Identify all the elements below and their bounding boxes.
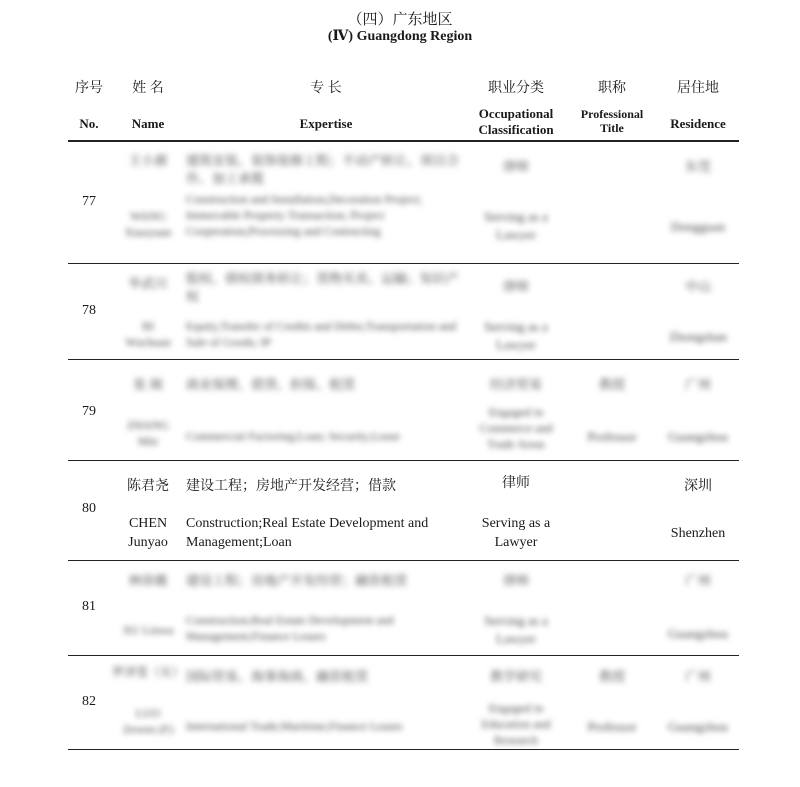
row-number: 78 <box>82 303 96 318</box>
occupation-en: Serving as a Lawyer <box>484 319 548 352</box>
occupation-zh: 教学研究 <box>489 669 542 684</box>
name-zh: 张 闽 <box>133 377 163 392</box>
header-residence-en: Residence <box>670 116 726 131</box>
row-number: 81 <box>82 599 96 614</box>
name-en: LUO Zewen (F) <box>122 706 174 737</box>
header-occupation-en-line2: Classification <box>478 121 554 137</box>
header-expertise-en: Expertise <box>299 116 353 131</box>
expertise-en: Equity,Transfer of Credits and Debts;Transportation and Sale of Goods; IP <box>186 319 457 350</box>
occupation-en: Engaged in Commerce and Trade Areas <box>479 405 553 452</box>
header-occupation-en <box>466 106 566 137</box>
header-occupation-en-line1: Occupational <box>478 106 554 121</box>
expertise-en: Construction;Real Estate Development and Management;Finance Leases <box>186 613 394 644</box>
title-zh: 教授 <box>598 377 625 392</box>
residence-zh: 广州 <box>684 377 711 392</box>
row-divider <box>68 263 739 264</box>
expertise-en: Construction and Installation,Decoration Project; Immovable Property Transaction; Project Cooperation;Processing and Contracting <box>186 192 422 239</box>
residence-en: Guangzhou <box>668 719 728 734</box>
header-title-en-line1: Professional <box>580 107 644 121</box>
occupation-en: Engaged in Education and Research <box>481 701 551 748</box>
table-bottom-rule <box>68 749 739 750</box>
name-en: XU Linwa <box>122 623 174 637</box>
name-en: ZHANG Min <box>127 418 169 449</box>
page-title-zh: （四）广东地区 <box>347 12 453 28</box>
row-number: 77 <box>82 194 96 209</box>
residence-en: Dongguan <box>670 219 726 234</box>
row-number: 79 <box>82 404 96 419</box>
occupation-zh: 律师 <box>502 159 529 174</box>
residence-en: Shenzhen <box>670 526 726 541</box>
header-no-zh: 序号 <box>75 81 103 96</box>
page-title-en: (Ⅳ) Guangdong Region <box>327 29 473 44</box>
residence-zh: 中山 <box>684 279 711 294</box>
expertise-zh: 国际贸易、海事海商、融资租赁 <box>186 669 369 684</box>
expertise-en: International Trade;Maritime;Finance Leases <box>186 719 403 733</box>
row-number: 82 <box>82 694 96 709</box>
name-zh: 罗泽雯（女） <box>112 665 185 679</box>
occupation-zh: 经济贸易 <box>489 377 542 392</box>
occupation-zh: 律师 <box>502 573 529 588</box>
name-zh: 林徐薇 <box>128 573 168 588</box>
title-en: Professor <box>587 719 637 734</box>
header-title-en-line2: Title <box>600 121 624 136</box>
row-number: 80 <box>82 501 96 516</box>
occupation-zh: 律师 <box>502 476 530 491</box>
title-zh: 教授 <box>598 669 625 684</box>
title-en: Professor <box>587 429 637 444</box>
residence-zh: 东莞 <box>684 159 711 174</box>
expertise-zh: 建设工程；房地产开发经营；借款 <box>186 479 396 494</box>
header-title-zh: 职称 <box>598 81 626 96</box>
expertise-zh: 建筑安装、装饰装修工程；不动产转让、项目合作、加工承揽 <box>186 153 460 186</box>
expertise-en: Commercial Factoring;Loan; Security;Lease <box>186 429 400 443</box>
row-divider <box>68 560 739 561</box>
header-expertise-zh: 专 长 <box>310 81 342 96</box>
residence-zh: 广州 <box>684 573 711 588</box>
table-header-rule <box>68 140 739 142</box>
expertise-zh: 商业保理、借贷、担保、租赁 <box>186 377 356 392</box>
expertise-zh: 股权、债权债务转让；货物买卖、运输；知识产权 <box>186 271 460 304</box>
residence-zh: 深圳 <box>684 479 712 494</box>
name-zh: 王小源 <box>128 153 168 168</box>
header-title-en <box>572 107 652 136</box>
name-zh: 陈君尧 <box>127 479 169 494</box>
residence-en: Guangzhou <box>668 429 728 444</box>
residence-en: Zhongshan <box>669 329 727 344</box>
name-en: WANG Xiaoyuan <box>124 209 172 240</box>
occupation-en: Serving as a Lawyer <box>484 613 548 646</box>
name-en: CHEN Junyao <box>128 516 168 550</box>
expertise-en: Construction;Real Estate Development and Management;Loan <box>186 516 429 550</box>
occupation-en: Serving as a Lawyer <box>481 516 551 550</box>
header-occupation-zh: 职业分类 <box>488 81 544 96</box>
name-en: BI Wuchuan <box>125 319 171 350</box>
name-zh: 毕武川 <box>128 276 168 291</box>
expertise-zh: 建设工程；房地产开发经营；融资租赁 <box>186 573 408 588</box>
residence-en: Guangzhou <box>668 626 728 641</box>
row-divider <box>68 460 739 461</box>
header-name-zh: 姓 名 <box>132 81 164 96</box>
header-name-en: Name <box>131 116 165 131</box>
row-divider <box>68 655 739 656</box>
header-residence-zh: 居住地 <box>677 81 719 96</box>
residence-zh: 广州 <box>684 669 711 684</box>
header-no-en: No. <box>79 116 99 131</box>
row-divider <box>68 359 739 360</box>
occupation-zh: 律师 <box>502 279 529 294</box>
occupation-en: Serving as a Lawyer <box>484 209 548 242</box>
